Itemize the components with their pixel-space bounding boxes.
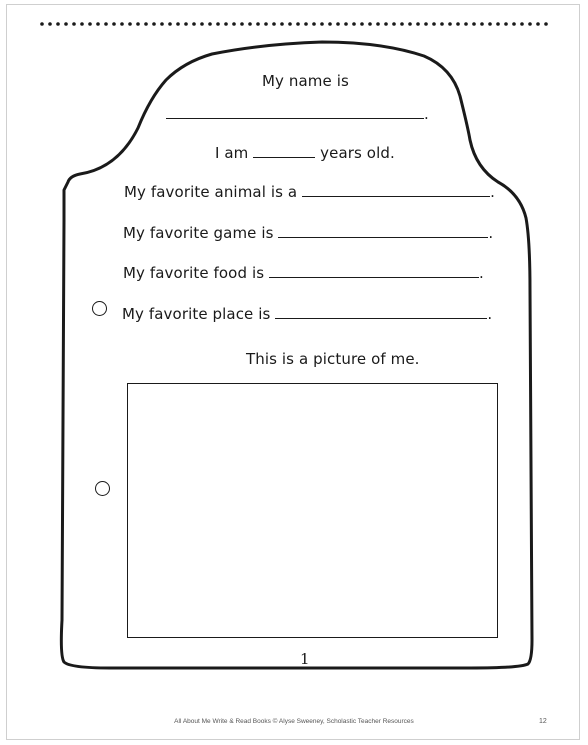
footer-credit: All About Me Write & Read Books © Alyse Sweeney, Scholastic Teacher Resources [174,718,414,725]
favorite-game-blank[interactable] [278,223,488,238]
favorite-game-label: My favorite game is [123,224,274,242]
binder-hole-bottom [95,481,110,496]
name-prompt: My name is [262,72,349,90]
name-end: . [424,105,429,123]
favorite-food-row [123,263,484,282]
binder-hole-top [92,301,107,316]
favorite-animal-label: My favorite animal is a [124,183,298,201]
age-blank[interactable] [253,143,315,158]
footer-page-number: 12 [539,718,547,725]
favorite-food-blank[interactable] [269,263,479,278]
picture-drawing-area[interactable] [127,383,498,638]
favorite-place-end: . [487,305,493,323]
favorite-game-row [123,223,493,242]
favorite-food-end: . [479,264,484,282]
age-prefix: I am [215,144,249,162]
picture-caption: This is a picture of me. [246,350,420,368]
favorite-place-blank[interactable] [275,304,487,319]
name-blank-row [166,104,429,123]
favorite-animal-blank[interactable] [302,182,490,197]
favorite-food-label: My favorite food is [123,264,265,282]
favorite-animal-end: . [490,183,495,201]
favorite-place-row [122,304,492,323]
favorite-game-end: . [488,224,494,242]
book-page-number: 1 [300,650,310,668]
age-suffix: years old. [320,144,395,162]
name-blank[interactable] [166,104,424,119]
favorite-animal-row [124,182,495,201]
age-row [215,143,395,162]
favorite-place-label: My favorite place is [122,305,271,323]
